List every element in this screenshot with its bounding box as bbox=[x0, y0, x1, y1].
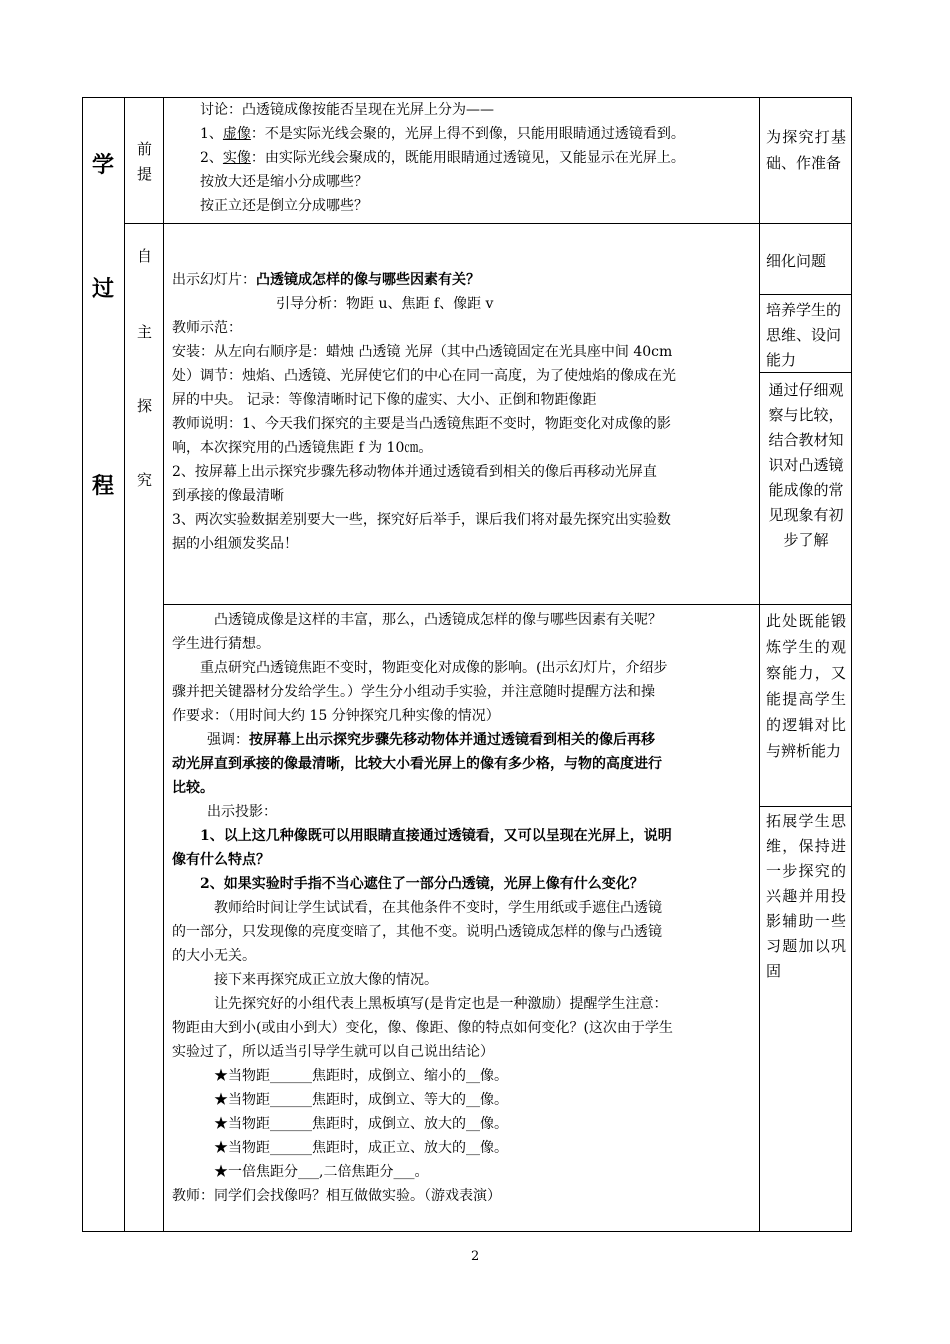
lower-line: 的一部分，只发现像的亮度变暗了，其他不变。说明凸透镜成怎样的像与凸透镜 bbox=[172, 924, 662, 940]
right-note: 通过仔细观察与比较，结合教材知识对凸透镜能成像的常见现象有初步了解 bbox=[768, 381, 844, 549]
divider-row2 bbox=[163, 604, 852, 605]
question-line: 1、以上这几种像既可以用眼睛直接通过透镜看，又可以呈现在光屏上，说明 bbox=[200, 828, 672, 844]
section-premise-2: 提 bbox=[137, 165, 153, 183]
explore-line: 到承接的像最清晰 bbox=[172, 488, 284, 504]
question-line: 像有什么特点？ bbox=[172, 852, 270, 868]
emphasis-line: 强调：按屏幕上出示探究步骤先移动物体并通过透镜看到相关的像后再移 bbox=[207, 732, 655, 748]
fill-in-statement: ★当物距______焦距时，成倒立、缩小的__像。 bbox=[214, 1068, 508, 1084]
lower-line: 物距由大到小(或由小到大）变化，像、像距、像的特点如何变化？(这次由于学生 bbox=[172, 1020, 673, 1036]
premise-line: 按放大还是缩小分成哪些？ bbox=[200, 174, 368, 190]
lower-line: 接下来再探究成正立放大像的情况。 bbox=[214, 972, 438, 988]
virtual-image-term: 虚像 bbox=[222, 126, 251, 142]
divider-row1 bbox=[124, 223, 852, 224]
explore-line: 据的小组颁发奖品！ bbox=[172, 536, 298, 552]
lower-line: 教师给时间让学生试试看，在其他条件不变时，学生用纸或手遮住凸透镜 bbox=[214, 900, 662, 916]
emphasis-line: 动光屏直到承接的像最清晰，比较大小看光屏上的像有多少格，与物的高度进行 bbox=[172, 756, 662, 772]
section-explore-1: 自 bbox=[137, 247, 153, 265]
explore-line: 处）调节：烛焰、凸透镜、光屏使它们的中心在同一高度，为了使烛焰的像成在光 bbox=[172, 368, 676, 384]
premise-block bbox=[172, 98, 756, 218]
lower-block bbox=[172, 608, 756, 1208]
premise-line: 讨论：凸透镜成像按能否呈现在光屏上分为—— bbox=[200, 102, 494, 118]
divider-col2 bbox=[163, 97, 164, 1232]
lower-line: 骤并把关键器材分发给学生。）学生分小组动手实验，并注意随时提醒方法和操 bbox=[172, 684, 655, 700]
divider-right-c bbox=[759, 806, 852, 807]
premise-virtual: 1、虚像：不是实际光线会聚的，光屏上得不到像，只能用眼睛通过透镜看到。 bbox=[200, 126, 685, 142]
fill-in-statement: ★当物距______焦距时，成正立、放大的__像。 bbox=[214, 1140, 508, 1156]
lower-line: 学生进行猜想。 bbox=[172, 636, 270, 652]
lower-line: 凸透镜成像是这样的丰富，那么，凸透镜成怎样的像与哪些因素有关呢？ bbox=[214, 612, 662, 628]
right-note: 培养学生的思维、设问能力 bbox=[766, 301, 842, 369]
divider-right-a bbox=[759, 294, 852, 295]
premise-line: 按正立还是倒立分成哪些？ bbox=[200, 198, 368, 214]
lower-line: 教师：同学们会找像吗？相互做做实验。（游戏表演） bbox=[172, 1188, 501, 1204]
divider-col1 bbox=[124, 97, 125, 1232]
lower-line: 重点研究凸透镜焦距不变时，物距变化对成像的影响。(出示幻灯片，介绍步 bbox=[200, 660, 668, 676]
page-number: 2 bbox=[471, 1249, 480, 1264]
emphasis-line: 比较。 bbox=[172, 780, 214, 796]
fill-in-statement: ★当物距______焦距时，成倒立、放大的__像。 bbox=[214, 1116, 508, 1132]
slide-title: 凸透镜成怎样的像与哪些因素有关？ bbox=[256, 272, 480, 288]
lower-line: 让先探究好的小组代表上黑板填写(是肯定也是一种激励）提醒学生注意： bbox=[214, 996, 668, 1012]
section-explore-3: 探 bbox=[137, 397, 153, 415]
divider-col3 bbox=[759, 97, 760, 1232]
fill-in-statement: ★当物距______焦距时，成倒立、等大的__像。 bbox=[214, 1092, 508, 1108]
explore-line: 安装：从左向右顺序是：蜡烛 凸透镜 光屏（其中凸透镜固定在光具座中间 40cm bbox=[172, 344, 673, 360]
section-explore-2: 主 bbox=[137, 323, 153, 341]
lower-line: 作要求：（用时间大约 15 分钟探究几种实像的情况） bbox=[172, 708, 500, 724]
right-note: 为探究打基础、作准备 bbox=[766, 128, 846, 172]
explore-block bbox=[172, 268, 756, 556]
column-char-guo: 过 bbox=[92, 276, 115, 302]
right-note: 细化问题 bbox=[766, 252, 827, 270]
real-image-term: 实像 bbox=[222, 150, 251, 166]
right-note: 拓展学生思维，保持进一步探究的兴趣并用投影辅助一些习题加以巩固 bbox=[766, 812, 846, 980]
section-premise-1: 前 bbox=[137, 140, 153, 158]
column-char-xue: 学 bbox=[92, 152, 115, 178]
column-char-cheng: 程 bbox=[92, 473, 115, 499]
right-note: 此处既能锻炼学生的观察能力，又能提高学生的逻辑对比与辨析能力 bbox=[766, 612, 846, 760]
lower-line: 的大小无关。 bbox=[172, 948, 256, 964]
explore-line: 3、两次实验数据差别要大一些，探究好后举手，课后我们将对最先探究出实验数 bbox=[172, 512, 671, 528]
explore-line: 教师说明：1、今天我们探究的主要是当凸透镜焦距不变时，物距变化对成像的影 bbox=[172, 416, 671, 432]
section-explore-4: 究 bbox=[137, 471, 153, 489]
explore-line: 教师示范： bbox=[172, 320, 242, 336]
lower-line: 出示投影： bbox=[207, 804, 277, 820]
premise-real: 2、实像：由实际光线会聚成的，既能用眼睛通过透镜见，又能显示在光屏上。 bbox=[200, 150, 685, 166]
question-line: 2、如果实验时手指不当心遮住了一部分凸透镜，光屏上像有什么变化？ bbox=[200, 876, 644, 892]
slide-line: 出示幻灯片：凸透镜成怎样的像与哪些因素有关？ bbox=[172, 272, 480, 288]
explore-line: 屏的中央。 记录：等像清晰时记下像的虚实、大小、正倒和物距像距 bbox=[172, 392, 597, 408]
explore-line: 2、按屏幕上出示探究步骤先移动物体并通过透镜看到相关的像后再移动光屏直 bbox=[172, 464, 657, 480]
fill-in-statement: ★一倍焦距分___,二倍焦距分___。 bbox=[214, 1164, 429, 1180]
explore-line: 引导分析：物距 u、焦距 f、像距 v bbox=[276, 296, 494, 312]
explore-line: 响，本次探究用的凸透镜焦距 f 为 10㎝。 bbox=[172, 440, 433, 456]
lower-line: 实验过了，所以适当引导学生就可以自己说出结论） bbox=[172, 1044, 494, 1060]
